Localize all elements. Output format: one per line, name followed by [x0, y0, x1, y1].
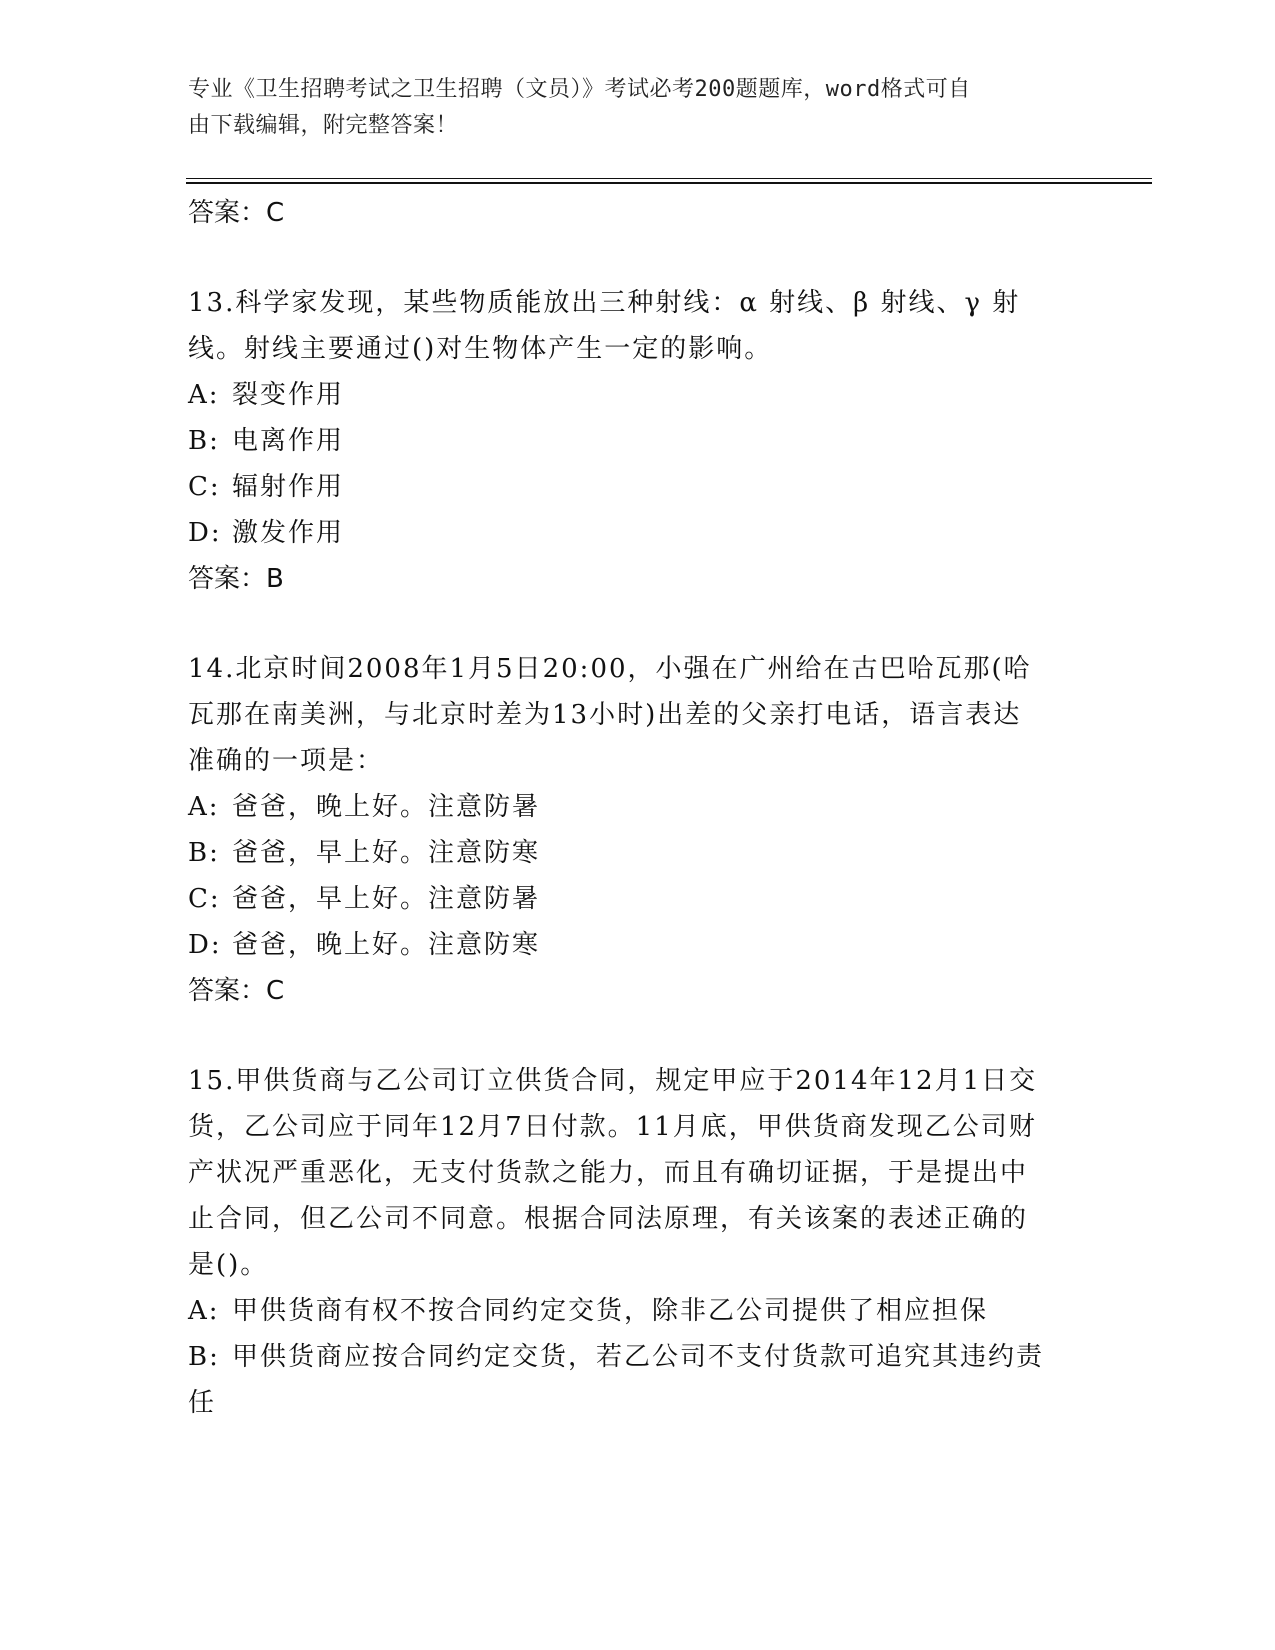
option-text: 任	[188, 1388, 217, 1418]
question-gap	[188, 602, 1088, 646]
answer-line: 答案：C	[188, 198, 285, 228]
option-c	[188, 464, 1088, 510]
question-stem-line: 瓦那在南美洲，与北京时差为13小时)出差的父亲打电话，语言表达	[188, 700, 1022, 730]
question-stem-line: 准确的一项是：	[188, 746, 385, 776]
option-a	[188, 784, 1088, 830]
question-13	[188, 280, 1088, 602]
option-b	[188, 1334, 1088, 1380]
question-stem-line: 产状况严重恶化，无支付货款之能力，而且有确切证据，于是提出中	[188, 1158, 1029, 1188]
option-key: D:	[188, 518, 222, 548]
answer-line: 答案：B	[188, 564, 284, 594]
option-text: 辐射作用	[232, 472, 345, 502]
question-gap	[188, 1014, 1088, 1058]
option-key: A:	[188, 380, 220, 410]
header-line-2: 由下载编辑，附完整答案！	[188, 113, 459, 138]
header-divider-thick	[186, 182, 1152, 184]
option-a	[188, 372, 1088, 418]
header-line-1: 专业《卫生招聘考试之卫生招聘（文员）》考试必考200题题库，word格式可自	[188, 77, 971, 102]
option-b	[188, 830, 1088, 876]
option-text: 爸爸，早上好。注意防寒	[232, 838, 541, 868]
question-stem-line: 15.甲供货商与乙公司订立供货合同，规定甲应于2014年12月1日交	[188, 1066, 1038, 1096]
option-c	[188, 876, 1088, 922]
option-key: B:	[188, 426, 220, 456]
option-d	[188, 922, 1088, 968]
question-gap	[188, 236, 1088, 280]
question-15	[188, 1058, 1088, 1426]
option-text: 激发作用	[232, 518, 345, 548]
question-stem-line: 13.科学家发现，某些物质能放出三种射线：α 射线、β 射线、γ 射	[188, 288, 1021, 318]
option-key: A:	[188, 792, 220, 822]
option-key: A:	[188, 1296, 220, 1326]
option-text: 电离作用	[232, 426, 345, 456]
option-b-continuation	[188, 1380, 1088, 1426]
question-stem-line: 货，乙公司应于同年12月7日付款。11月底，甲供货商发现乙公司财	[188, 1112, 1037, 1142]
option-text: 裂变作用	[232, 380, 345, 410]
question-stem-line: 线。射线主要通过()对生物体产生一定的影响。	[188, 334, 773, 364]
option-text: 爸爸，晚上好。注意防寒	[232, 930, 541, 960]
option-text: 爸爸，早上好。注意防暑	[232, 884, 541, 914]
question-stem-line: 14.北京时间2008年1月5日20:00，小强在广州给在古巴哈瓦那(哈	[188, 654, 1032, 684]
question-stem-line: 是()。	[188, 1250, 269, 1280]
document-body	[188, 190, 1088, 1426]
option-text: 甲供货商有权不按合同约定交货，除非乙公司提供了相应担保	[232, 1296, 989, 1326]
option-key: B:	[188, 838, 220, 868]
answer-line: 答案：C	[188, 976, 285, 1006]
header-divider-thin	[186, 178, 1152, 179]
option-key: D:	[188, 930, 222, 960]
option-a	[188, 1288, 1088, 1334]
option-d	[188, 510, 1088, 556]
question-stem-line: 止合同，但乙公司不同意。根据合同法原理，有关该案的表述正确的	[188, 1204, 1029, 1234]
option-key: C:	[188, 884, 221, 914]
option-key: B:	[188, 1342, 220, 1372]
option-key: C:	[188, 472, 221, 502]
option-text: 甲供货商应按合同约定交货，若乙公司不支付货款可追究其违约责	[232, 1342, 1045, 1372]
question-14	[188, 646, 1088, 1014]
page-header	[188, 72, 1068, 144]
option-text: 爸爸，晚上好。注意防暑	[232, 792, 541, 822]
option-b	[188, 418, 1088, 464]
